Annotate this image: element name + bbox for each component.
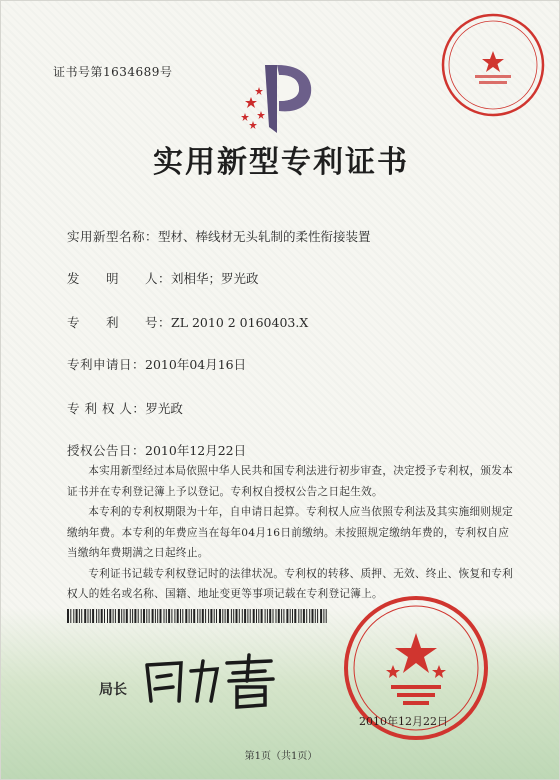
field-patent-number xyxy=(67,313,308,331)
field-value: 2010年12月22日 xyxy=(145,443,247,458)
body-paragraph: 本实用新型经过本局依照中华人民共和国专利法进行初步审查，决定授予专利权，颁发本证书并在专利登记簿上予以登记。专利权自授权公告之日起生效。 xyxy=(67,465,514,498)
director-signature xyxy=(141,651,281,711)
field-value: 型材、棒线材无头轧制的柔性衔接装置 xyxy=(158,229,371,244)
field-inventor xyxy=(67,269,259,287)
field-value: ZL 2010 2 0160403.X xyxy=(171,315,309,330)
field-value: 2010年04月16日 xyxy=(145,357,247,372)
field-label: 专 利 权 人： xyxy=(67,401,146,416)
director-label: 局长 xyxy=(99,682,127,698)
field-utility-model-name xyxy=(67,227,371,245)
seal-date: 2010年12月22日 xyxy=(359,715,448,728)
agency-stamp xyxy=(439,11,547,119)
field-label: 实用新型名称： xyxy=(67,229,159,244)
field-grant-date xyxy=(67,441,246,459)
field-label: 发 明 人： xyxy=(67,271,172,286)
field-label: 专 利 号： xyxy=(67,315,172,330)
page-footer: 第1页（共1页） xyxy=(244,751,318,762)
patent-office-logo xyxy=(239,57,319,139)
field-value: 刘相华；罗光政 xyxy=(171,271,259,286)
field-application-date xyxy=(67,355,246,373)
barcode xyxy=(67,609,329,623)
field-value: 罗光政 xyxy=(145,401,183,416)
body-paragraph: 本专利的专利权期限为十年，自申请日起算。专利权人应当依照专利法及其实施细则规定缴纳年费。本专利的年费应当在每年04月16日前缴纳。未按照规定缴纳年费的，专利权自应当缴纳年费期满之日起终止。 xyxy=(67,506,514,559)
body-paragraph: 专利证书记载专利权登记时的法律状况。专利权的转移、质押、无效、终止、恢复和专利权人的姓名或名称、国籍、地址变更等事项记载在专利登记簿上。 xyxy=(67,567,514,600)
certificate-number: 证书号第1634689号 xyxy=(53,65,173,79)
field-label: 授权公告日： xyxy=(67,443,146,458)
field-label: 专利申请日： xyxy=(67,357,146,372)
certificate-title: 实用新型专利证书 xyxy=(153,145,409,180)
field-patentee xyxy=(67,399,183,417)
certificate-body xyxy=(67,461,519,605)
